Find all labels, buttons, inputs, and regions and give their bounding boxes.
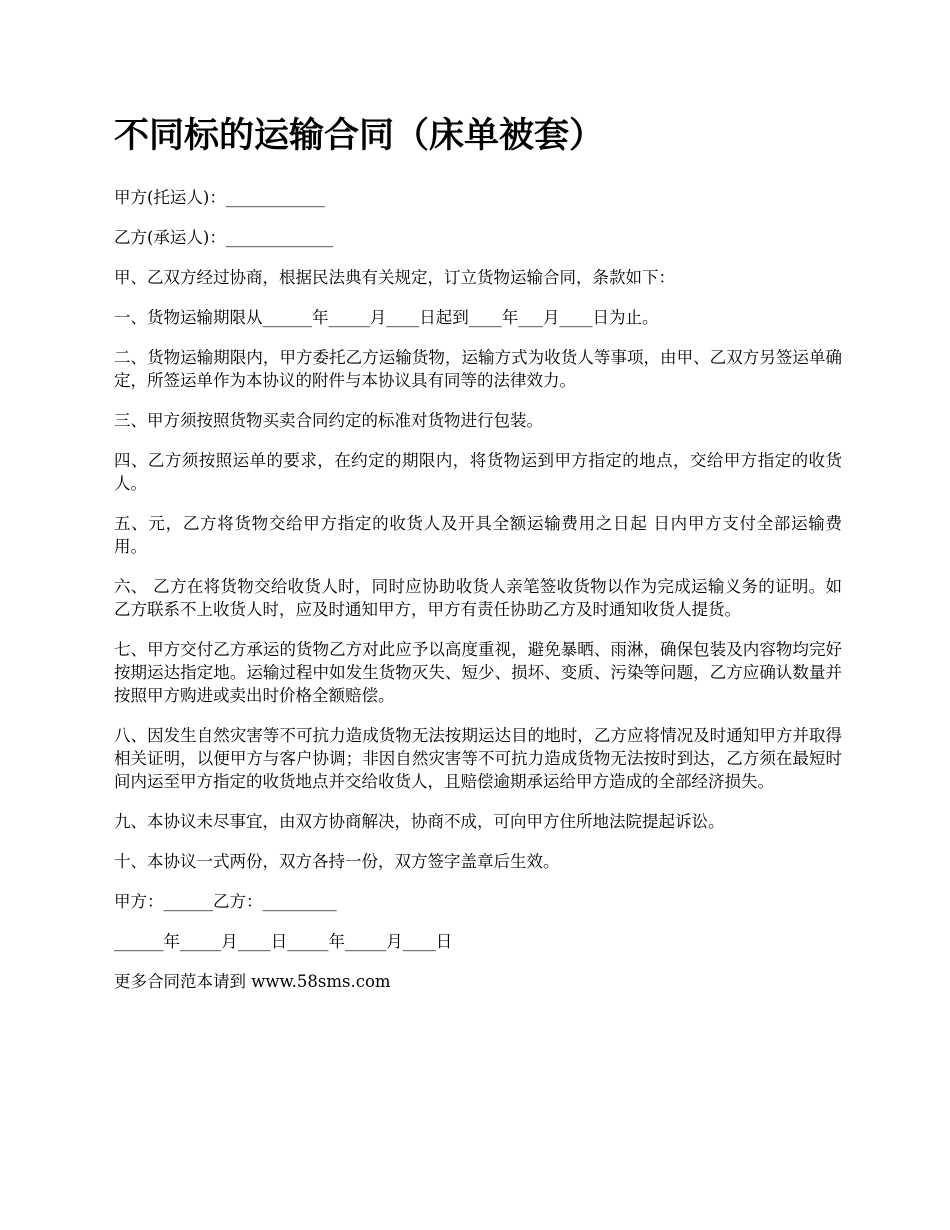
document-page xyxy=(114,112,842,1010)
document-title: 不同标的运输合同（床单被套） xyxy=(114,116,605,156)
signature-line: 甲方：______乙方：_________ xyxy=(114,892,337,911)
clause-9: 九、本协议未尽事宜，由双方协商解决，协商不成，可向甲方住所地法院提起诉讼。 xyxy=(114,812,725,831)
clause-5: 五、元，乙方将货物交给甲方指定的收货人及开具全额运输费用之日起 日内甲方支付全部运输费用。 xyxy=(114,514,842,556)
preamble-paragraph: 甲、乙双方经过协商，根据民法典有关规定，订立货物运输合同，条款如下： xyxy=(114,268,675,287)
clause-4: 四、乙方须按照运单的要求，在约定的期限内，将货物运到甲方指定的地点，交给甲方指定的收货人。 xyxy=(114,451,842,493)
date-line: ______年_____月____日_____年_____月____日 xyxy=(114,932,453,951)
clause-10: 十、本协议一式两份，双方各持一份，双方签字盖章后生效。 xyxy=(114,852,560,871)
clause-6: 六、 乙方在将货物交给收货人时，同时应协助收货人亲笔签收货物以作为完成运输义务的证明。如乙方联系不上收货人时，应及时通知甲方，甲方有责任协助乙方及时通知收货人提货。 xyxy=(114,577,842,619)
clause-1: 一、货物运输期限从______年_____月____日起到____年___月____日为止。 xyxy=(114,308,659,327)
clause-7: 七、甲方交付乙方承运的货物乙方对此应予以高度重视，避免暴晒、雨淋，确保包装及内容物均完好按期运达指定地。运输过程中如发生货物灭失、短少、损坏、变质、污染等问题，乙方应确认数量并按照甲方购进或卖出时价格全额赔偿。 xyxy=(114,640,842,705)
party-b-line: 乙方(承运人)：_____________ xyxy=(114,228,334,247)
clause-2: 二、货物运输期限内，甲方委托乙方运输货物，运输方式为收货人等事项，由甲、乙双方另签运单确定，所签运单作为本协议的附件与本协议具有同等的法律效力。 xyxy=(114,348,842,390)
footer-note: 更多合同范本请到 www.58sms.com xyxy=(114,972,391,991)
clause-3: 三、甲方须按照货物买卖合同约定的标准对货物进行包装。 xyxy=(114,411,543,430)
party-a-line: 甲方(托运人)：____________ xyxy=(114,188,325,207)
clause-8: 八、因发生自然灾害等不可抗力造成货物无法按期运达目的地时，乙方应将情况及时通知甲方并取得相关证明，以便甲方与客户协调；非因自然灾害等不可抗力造成货物无法按时到达，乙方须在最短时间内运至甲方指定的收货地点并交给收货人，且赔偿逾期承运给甲方造成的全部经济损失。 xyxy=(114,726,842,791)
